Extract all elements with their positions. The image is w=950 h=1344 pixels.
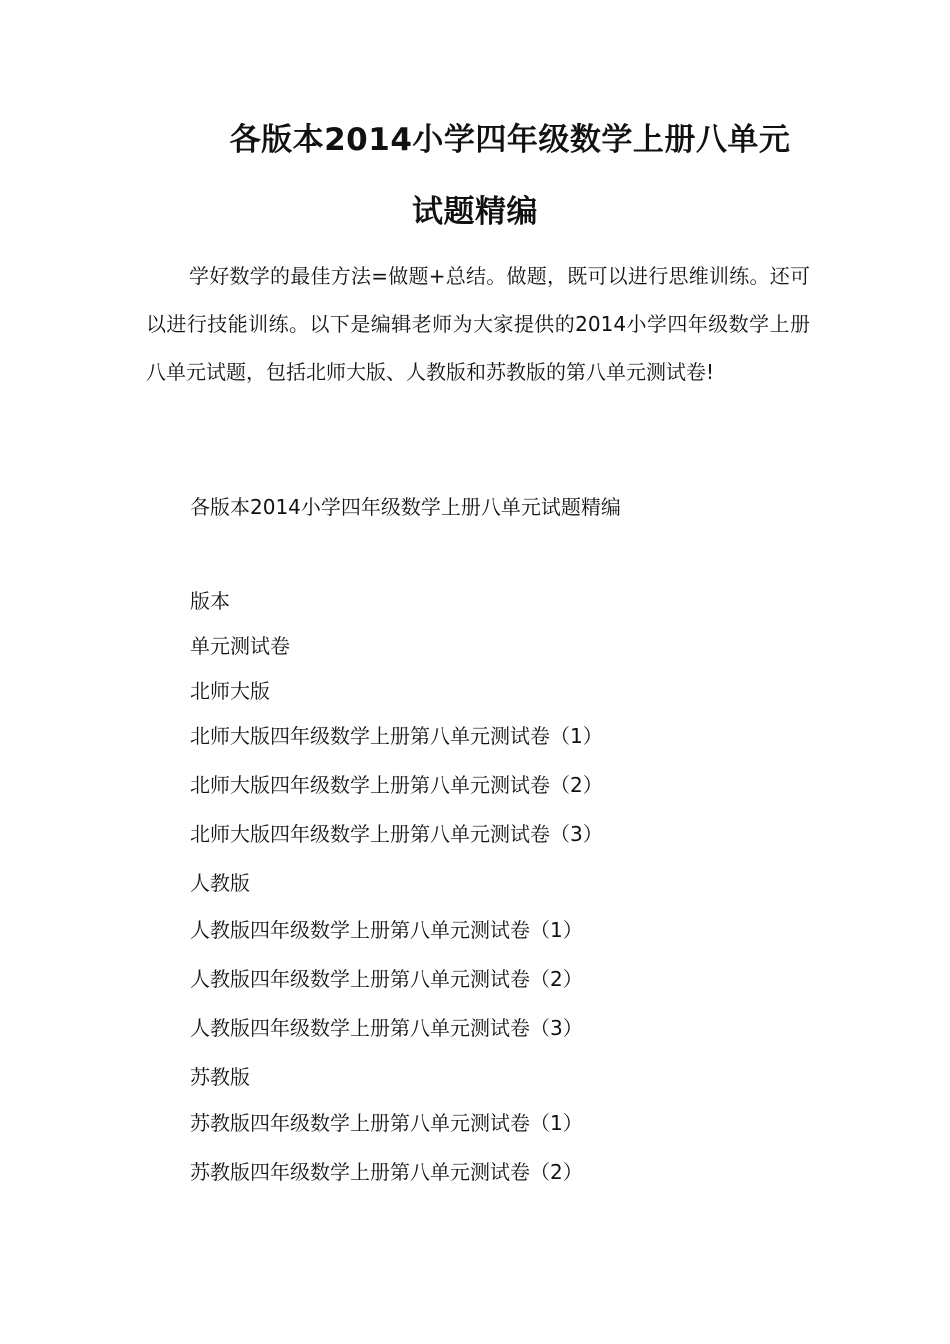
test-link-bsd-3[interactable]: 北师大版四年级数学上册第八单元测试卷（3） (190, 822, 603, 846)
test-link-bsd-1[interactable]: 北师大版四年级数学上册第八单元测试卷（1） (190, 724, 603, 748)
section-name-sjb: 苏教版 (190, 1065, 250, 1089)
section-name-rjb: 人教版 (190, 871, 250, 895)
test-link-rjb-2[interactable]: 人教版四年级数学上册第八单元测试卷（2） (190, 967, 583, 991)
test-link-sjb-2[interactable]: 苏教版四年级数学上册第八单元测试卷（2） (190, 1160, 583, 1184)
subtitle: 各版本2014小学四年级数学上册八单元试题精编 (190, 495, 621, 519)
document-title-line-2: 试题精编 (412, 194, 538, 230)
test-link-rjb-3[interactable]: 人教版四年级数学上册第八单元测试卷（3） (190, 1016, 583, 1040)
test-link-bsd-2[interactable]: 北师大版四年级数学上册第八单元测试卷（2） (190, 773, 603, 797)
intro-paragraph: 学好数学的最佳方法=做题+总结。做题，既可以进行思维训练。还可以进行技能训练。以下是编辑老师为大家提供的2014小学四年级数学上册八单元试题，包括北师大版、人教版和苏教版的第八单元测试卷! (146, 264, 810, 384)
test-link-sjb-1[interactable]: 苏教版四年级数学上册第八单元测试卷（1） (190, 1111, 583, 1135)
section-name-bsd: 北师大版 (190, 679, 270, 703)
document-title-line-1: 各版本2014小学四年级数学上册八单元 (229, 122, 791, 158)
table-header-tests: 单元测试卷 (190, 634, 290, 658)
table-header-version: 版本 (190, 589, 230, 613)
test-link-rjb-1[interactable]: 人教版四年级数学上册第八单元测试卷（1） (190, 918, 583, 942)
